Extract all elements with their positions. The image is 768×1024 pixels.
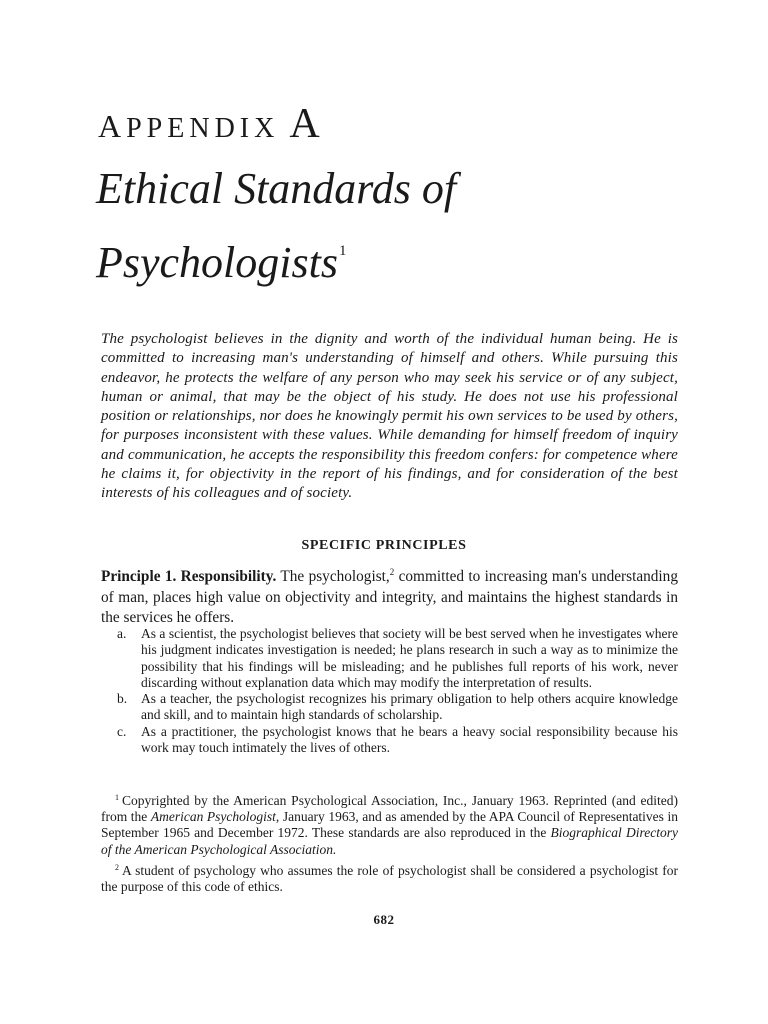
appendix-first-letter: A [98, 108, 127, 144]
list-item-text: As a teacher, the psychologist recognizes his primary obligation to help others acquire knowledge and skill, and to maintain high standards of scholarship. [141, 691, 678, 723]
title-line-1: Ethical Standards of [96, 164, 457, 213]
list-item-mark: c. [117, 723, 127, 739]
list-item-text: As a practitioner, the psychologist knows that he bears a heavy social responsibility because his work may touch intimately the lives of others. [141, 723, 678, 756]
footnotes [101, 790, 678, 897]
page-number: 682 [373, 912, 395, 927]
chapter-title [96, 158, 656, 294]
principle-1-footnote-ref: 2 [389, 567, 395, 577]
footnote-1-directory: Biographical Directory of the American Psychological Association. [101, 825, 678, 857]
appendix-letter: A [289, 101, 320, 147]
footnote-2-text: A student of psychology who assumes the role of psychologist shall be considered a psychologist for the purpose of this code of ethics. [101, 862, 678, 895]
footnote-1 [101, 790, 678, 858]
footnote-1-journal: American Psychologist, [150, 809, 280, 825]
section-heading: SPECIFIC PRINCIPLES [301, 538, 467, 553]
appendix-word: PPENDIX [126, 113, 280, 144]
footnote-mark: 1 [115, 793, 119, 802]
list-item-mark: b. [117, 691, 128, 707]
list-item-mark: a. [117, 626, 127, 641]
principle-1-label: Principle 1. Responsibility. [101, 568, 277, 585]
principle-1-paragraph [101, 562, 678, 629]
footnote-mark: 2 [115, 862, 119, 872]
list-item [117, 626, 678, 691]
title-line-2-text: Psychologists [96, 238, 338, 287]
principle-1-items [117, 626, 678, 756]
footnote-1-text-b: January 1963, and as amended by the APA Council of Representatives in September 1965 and December 1972. These standards are also reproduced in the [101, 809, 678, 841]
list-item-text: As a scientist, the psychologist believes that society will be best served when he investigates where his judgment indicates investigation is needed; he plans research in such a way as to minimize the possibility that his findings will be misleading; and he publishes full reports of his work, never discarding without explanation data which may modify the interpretation of results. [141, 626, 678, 690]
principle-1-text-b: committed to increasing man's understanding of man, places high value on objectivity and integrity, and maintains the highest standards in the services he offers. [101, 568, 678, 626]
footnote-1-text-a: Copyrighted by the American Psychological Association, Inc., January 1963. Reprinted (and edited) from the [101, 793, 678, 825]
intro-paragraph: The psychologist believes in the dignity and worth of the individual human being. He is committed to increasing man's understanding of himself and others. While pursuing this endeavor, he protects the welfare of any person who may seek his service or of any subject, human or animal, that may be the object of his study. He does not use his professional position or relationships, nor does he knowingly permit his own services to be used by others, for purposes inconsistent with these values. While demanding for himself freedom of inquiry and communication, he accepts the responsibility this freedom confers: for competence where he claims it, for objectivity in the report of his findings, and for consideration of the best interests of his colleagues and of society. [101, 331, 678, 502]
principle-1-text-a: The psychologist, [280, 568, 390, 585]
footnote-2 [101, 860, 678, 895]
title-footnote-ref: 1 [338, 243, 347, 259]
appendix-label [98, 101, 320, 149]
title-line-2 [96, 220, 656, 294]
list-item [117, 691, 678, 724]
list-item [117, 724, 678, 757]
